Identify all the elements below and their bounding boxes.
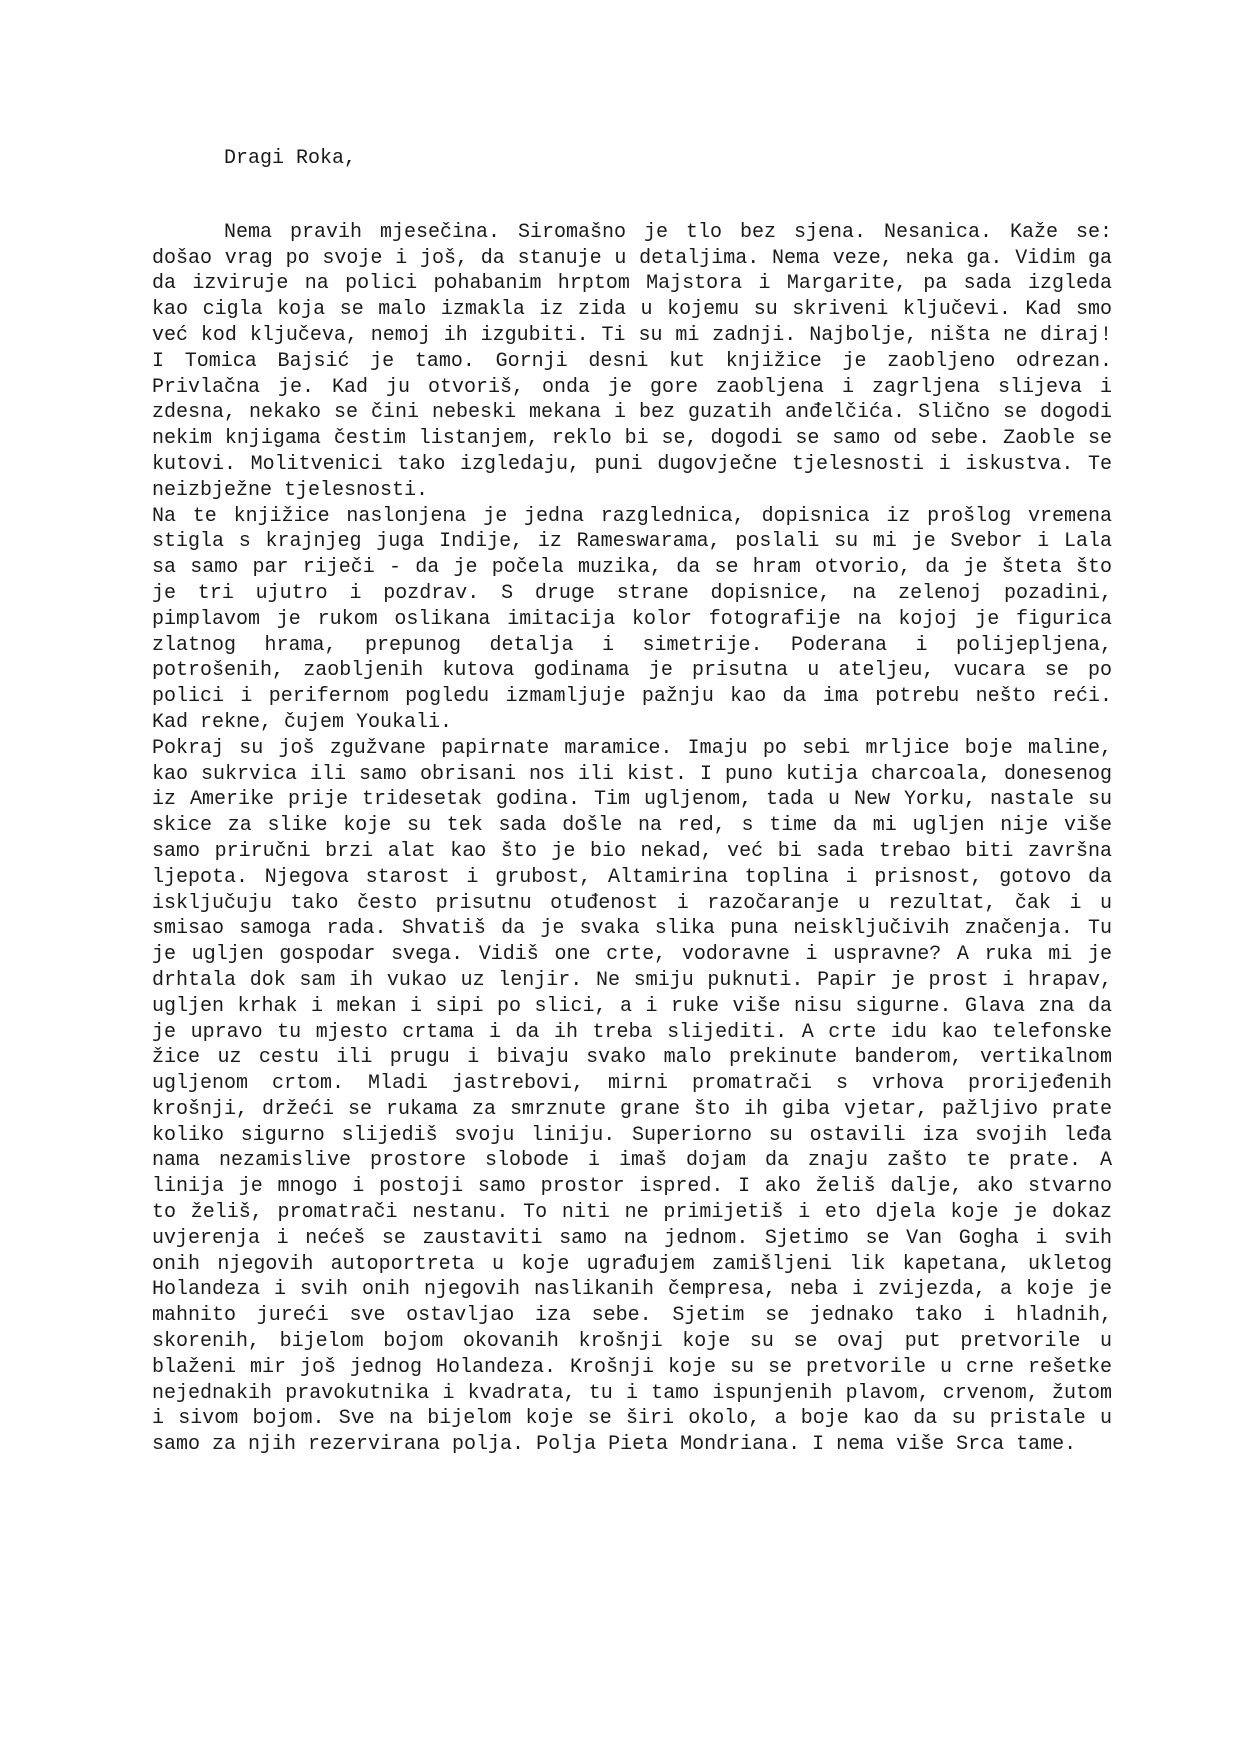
letter-paragraph-1: Nema pravih mjesečina. Siromašno je tlo bez sjena. Nesanica. Kaže se: došao vrag po svoje i još, da stanuje u detaljima. Nema veze, neka ga. Vidim ga da izviruje na polici pohabanim hrptom Majstora i Margarite, pa sada izgleda kao cigla koja se malo izmakla iz zida u kojemu su skriveni ključevi. Kad smo već kod ključeva, nemoj ih izgubiti. Ti su mi zadnji. Najbolje, ništa ne diraj! I Tomica Bajsić je tamo. Gornji desni kut knjižice je zaobljeno odrezan. Privlačna je. Kad ju otvoriš, onda je gore zaobljena i zagrljena slijeva i zdesna, nekako se čini nebeski mekana i bez guzatih anđelčića. Slično se dogodi nekim knjigama čestim listanjem, reklo bi se, dogodi se samo od sebe. Zaoble se kutovi. Molitvenici tako izgledaju, puni dugovječne tjelesnosti i iskustva. Te neizbježne tjelesnosti.	[152, 220, 1112, 502]
letter-body	[152, 146, 1112, 1458]
letter-paragraph-3: Pokraj su još zgužvane papirnate maramice. Imaju po sebi mrljice boje maline, kao sukrvica ili samo obrisani nos ili kist. I puno kutija charcoala, donesenog iz Amerike prije tridesetak godina. Tim ugljenom, tada u New Yorku, nastale su skice za slike koje su tek sada došle na red, s time da mi ugljen nije više samo priručni brzi alat kao što je bio nekad, već bi sada trebao biti završna ljepota. Njegova starost i grubost, Altamirina toplina i prisnost, gotovo da isključuju tako često prisutnu otuđenost i razočaranje u rezultat, čak i u smisao samoga rada. Shvatiš da je svaka slika puna neisključivih značenja. Tu je ugljen gospodar svega. Vidiš one crte, vodoravne i uspravne? A ruka mi je drhtala dok sam ih vukao uz lenjir. Ne smiju puknuti. Papir je prost i hrapav, ugljen krhak i mekan i sipi po slici, a i ruke više nisu sigurne. Glava zna da je upravo tu mjesto crtama i da ih treba slijediti. A crte idu kao telefonske žice uz cestu ili prugu i bivaju svako malo prekinute banderom, vertikalnom ugljenom crtom. Mladi jastrebovi, mirni promatrači s vrhova prorijeđenih krošnji, držeći se rukama za smrznute grane što ih giba vjetar, pažljivo prate koliko sigurno slijediš svoju liniju. Superiorno su ostavili iza svojih leđa nama nezamislive prostore slobode i imaš dojam da znaju zašto te prate. A linija je mnogo i postoji samo prostor ispred. I ako želiš dalje, ako stvarno to želiš, promatrači nestanu. To niti ne primijetiš i eto djela koje je dokaz uvjerenja i nećeš se zaustaviti samo na jednom. Sjetimo se Van Gogha i svih onih njegovih autoportreta u koje ugrađujem zamišljeni lik kapetana, ukletog Holandeza i svih onih njegovih naslikanih čempresa, neba i zvijezda, a koje je mahnito jureći sve ostavljao iza sebe. Sjetim se jednako tako i hladnih, skorenih, bijelom bojom okovanih krošnji koje su se ovaj put pretvorile u blaženi mir još jednog Holandeza. Krošnji koje su se pretvorile u crne rešetke nejednakih pravokutnika i kvadrata, tu i tamo ispunjenih plavom, crvenom, žutom i sivom bojom. Sve na bijelom koje se širi okolo, a boje kao da su pristale u samo za njih rezervirana polja. Polja Pieta Mondriana. I nema više Srca tame.	[152, 736, 1112, 1457]
letter-salutation: Dragi Roka,	[224, 147, 357, 170]
letter-paragraph-2: Na te knjižice naslonjena je jedna razglednica, dopisnica iz prošlog vremena stigla s krajnjeg juga Indije, iz Rameswarama, poslali su mi je Svebor i Lala sa samo par riječi - da je počela muzika, da se hram otvorio, da je šteta što je tri ujutro i pozdrav. S druge strane dopisnice, na zelenoj pozadini, pimplavom je rukom oslikana imitacija kolor fotografije na kojoj je figurica zlatnog hrama, prepunog detalja i simetrije. Poderana i polijepljena, potrošenih, zaobljenih kutova godinama je prisutna u ateljeu, vucara se po polici i perifernom pogledu izmamljuje pažnju kao da ima potrebu nešto reći. Kad rekne, čujem Youkali.	[152, 504, 1112, 734]
